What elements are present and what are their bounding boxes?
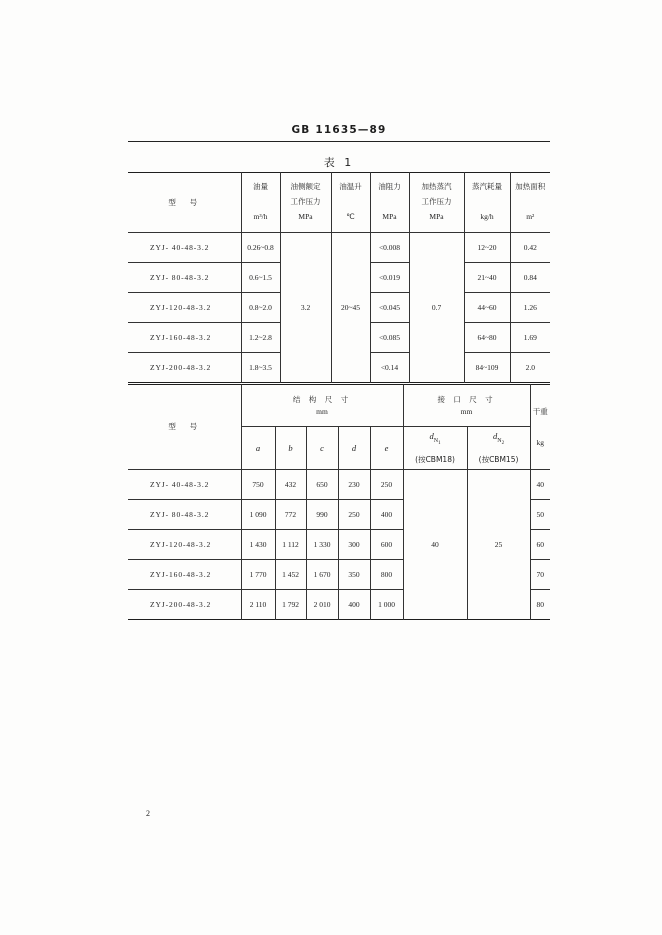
cell-dim-a: 750 xyxy=(241,470,275,500)
header-oil-resistance-name: 油阻力 xyxy=(378,182,401,191)
cell-dim-a: 1 770 xyxy=(241,560,275,590)
cell-oil-temp-rise-merged: 20~45 xyxy=(331,233,370,383)
dn2-d: d xyxy=(492,431,498,442)
header-dim-b: b xyxy=(275,427,306,470)
table-2-header-row-1 xyxy=(128,385,550,427)
header-steam-pressure-unit: MPa xyxy=(429,212,444,221)
header-connection-dimensions xyxy=(403,385,530,427)
cell-steam-consumption: 21~40 xyxy=(464,263,510,293)
header-spacer xyxy=(371,194,409,209)
cell-dim-b: 1 792 xyxy=(275,590,306,620)
dn2-subscript xyxy=(497,438,504,444)
cell-dim-a: 2 110 xyxy=(241,590,275,620)
cell-heating-area: 2.0 xyxy=(510,353,550,383)
cell-dim-b: 432 xyxy=(275,470,306,500)
cell-steam-consumption: 12~20 xyxy=(464,233,510,263)
header-steam-pressure xyxy=(409,173,464,233)
cell-dry-weight: 40 xyxy=(530,470,550,500)
cell-dim-b: 1 112 xyxy=(275,530,306,560)
header-dn1-note: (按CBM18) xyxy=(415,454,455,464)
cell-dim-a: 1 090 xyxy=(241,500,275,530)
cell-dim-d: 250 xyxy=(338,500,370,530)
cell-model: ZYJ-160-48-3.2 xyxy=(128,560,241,590)
cell-dim-e: 400 xyxy=(370,500,403,530)
header-rule xyxy=(128,141,550,142)
cell-heating-area: 0.84 xyxy=(510,263,550,293)
header-dim-d: d xyxy=(338,427,370,470)
cell-dim-e: 800 xyxy=(370,560,403,590)
cell-oil-flow: 0.6~1.5 xyxy=(241,263,280,293)
dn1-d: d xyxy=(429,431,434,442)
dn1-subscript xyxy=(434,438,441,444)
header-steam-consumption-unit: kg/h xyxy=(480,212,494,221)
cell-oil-flow: 0.26~0.8 xyxy=(241,233,280,263)
header-steam-consumption-name: 蒸汽耗量 xyxy=(472,182,502,191)
cell-oil-flow: 1.8~3.5 xyxy=(241,353,280,383)
cell-dim-c: 650 xyxy=(306,470,338,500)
table-1-performance xyxy=(128,172,550,383)
header-spacer xyxy=(242,194,280,209)
header-oil-side-pressure-line2: 工作压力 xyxy=(290,197,321,206)
header-oil-temp-rise-unit: ℃ xyxy=(346,212,355,221)
dn1-sub-index: 1 xyxy=(438,440,441,446)
cell-model: ZYJ-200-48-3.2 xyxy=(128,590,241,620)
header-oil-side-pressure-line1: 油侧额定 xyxy=(290,182,321,191)
header-oil-flow-name: 油量 xyxy=(253,182,268,191)
cell-model: ZYJ- 40-48-3.2 xyxy=(128,470,241,500)
header-oil-side-pressure-unit: MPa xyxy=(298,212,313,221)
cell-dim-e: 250 xyxy=(370,470,403,500)
cell-dim-a: 1 430 xyxy=(241,530,275,560)
header-steam-consumption xyxy=(464,173,510,233)
cell-dim-b: 772 xyxy=(275,500,306,530)
cell-model: ZYJ-120-48-3.2 xyxy=(128,293,241,323)
cell-dry-weight: 80 xyxy=(530,590,550,620)
header-oil-resistance-unit: MPa xyxy=(382,212,397,221)
cell-model: ZYJ- 80-48-3.2 xyxy=(128,500,241,530)
dn2-sub-index: 2 xyxy=(501,440,505,446)
cell-heating-area: 0.42 xyxy=(510,233,550,263)
header-structure-unit: mm xyxy=(316,406,328,416)
header-dry-weight-unit: kg xyxy=(536,438,545,447)
header-steam-pressure-line1: 加热蒸汽 xyxy=(421,182,452,191)
table-title xyxy=(128,154,550,170)
header-model: 型 号 xyxy=(128,173,241,233)
header-dn1 xyxy=(403,427,467,470)
cell-heating-area: 1.26 xyxy=(510,293,550,323)
header-model: 型 号 xyxy=(128,385,241,470)
cell-model: ZYJ-160-48-3.2 xyxy=(128,323,241,353)
header-dn1-symbol xyxy=(404,428,467,452)
header-dim-e: e xyxy=(370,427,403,470)
page-number: 2 xyxy=(146,809,150,818)
cell-dry-weight: 50 xyxy=(530,500,550,530)
cell-dim-c: 1 330 xyxy=(306,530,338,560)
cell-oil-flow: 0.8~2.0 xyxy=(241,293,280,323)
cell-dim-c: 990 xyxy=(306,500,338,530)
cell-model: ZYJ-120-48-3.2 xyxy=(128,530,241,560)
header-heating-area-unit: m² xyxy=(526,212,535,221)
header-steam-pressure-line2: 工作压力 xyxy=(421,197,452,206)
dn1-sub-n: N xyxy=(433,437,439,444)
header-connection-name: 接 口 尺 寸 xyxy=(437,394,496,404)
header-oil-side-pressure xyxy=(280,173,331,233)
cell-dim-d: 350 xyxy=(338,560,370,590)
header-oil-flow-unit: m³/h xyxy=(253,212,268,221)
header-heating-area xyxy=(510,173,550,233)
cell-dim-c: 2 010 xyxy=(306,590,338,620)
cell-dn2-merged: 25 xyxy=(467,470,530,620)
cell-dim-c: 1 670 xyxy=(306,560,338,590)
cell-dim-d: 230 xyxy=(338,470,370,500)
cell-dim-d: 300 xyxy=(338,530,370,560)
cell-oil-resistance: <0.14 xyxy=(370,353,409,383)
cell-steam-pressure-merged: 0.7 xyxy=(409,233,464,383)
cell-oil-resistance: <0.008 xyxy=(370,233,409,263)
cell-oil-resistance: <0.085 xyxy=(370,323,409,353)
header-spacer xyxy=(332,194,370,209)
header-dry-weight xyxy=(530,385,550,470)
cell-model: ZYJ- 80-48-3.2 xyxy=(128,263,241,293)
cell-dim-e: 600 xyxy=(370,530,403,560)
dn2-sub-n: N xyxy=(497,437,502,444)
header-oil-temp-rise xyxy=(331,173,370,233)
cell-steam-consumption: 64~80 xyxy=(464,323,510,353)
header-connection-unit: mm xyxy=(460,406,473,416)
table-1-dimensions xyxy=(128,384,550,620)
cell-dn1-merged: 40 xyxy=(403,470,467,620)
cell-steam-consumption: 84~109 xyxy=(464,353,510,383)
table-1-header-row xyxy=(128,173,550,233)
cell-oil-side-pressure-merged: 3.2 xyxy=(280,233,331,383)
table-title-text: 表 1 xyxy=(323,156,355,169)
header-spacer xyxy=(511,194,551,209)
header-dim-c: c xyxy=(306,427,338,470)
cell-model: ZYJ-200-48-3.2 xyxy=(128,353,241,383)
header-oil-resistance xyxy=(370,173,409,233)
cell-dim-b: 1 452 xyxy=(275,560,306,590)
cell-steam-consumption: 44~60 xyxy=(464,293,510,323)
cell-dim-e: 1 000 xyxy=(370,590,403,620)
header-heating-area-name: 加热面积 xyxy=(515,182,546,191)
cell-dim-d: 400 xyxy=(338,590,370,620)
table-row xyxy=(128,233,550,263)
standard-code: GB 11635—89 xyxy=(291,124,387,136)
cell-dry-weight: 70 xyxy=(530,560,550,590)
cell-oil-resistance: <0.045 xyxy=(370,293,409,323)
header-dim-a: a xyxy=(241,427,275,470)
cell-heating-area: 1.69 xyxy=(510,323,550,353)
cell-oil-resistance: <0.019 xyxy=(370,263,409,293)
header-dn2-symbol xyxy=(468,428,530,452)
header-spacer xyxy=(465,194,510,209)
header-dry-weight-name: 干重 xyxy=(532,407,548,416)
header-oil-flow xyxy=(241,173,280,233)
header-structure-dimensions xyxy=(241,385,403,427)
header-oil-temp-rise-name: 油温升 xyxy=(339,182,362,191)
header-structure-name: 结 构 尺 寸 xyxy=(292,394,352,404)
cell-oil-flow: 1.2~2.8 xyxy=(241,323,280,353)
table-row xyxy=(128,470,550,500)
cell-dry-weight: 60 xyxy=(530,530,550,560)
cell-model: ZYJ- 40-48-3.2 xyxy=(128,233,241,263)
header-dn2-note: (按CBM15) xyxy=(478,454,519,464)
header-dn2 xyxy=(467,427,530,470)
